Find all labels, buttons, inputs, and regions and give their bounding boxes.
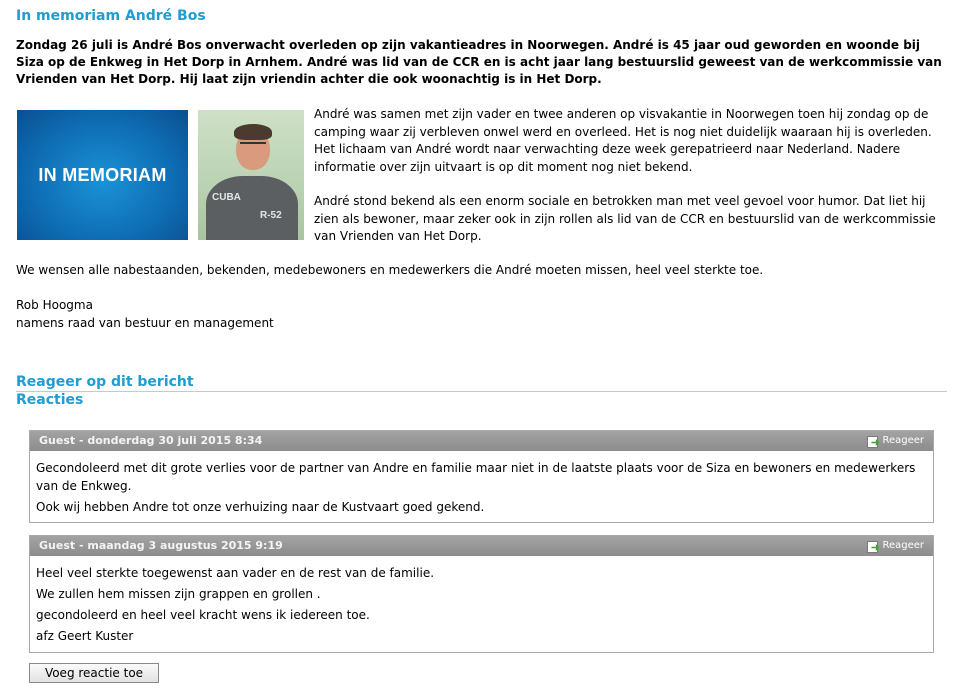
comment-line: gecondoleerd en heel veel kracht wens ik iedereen toe. xyxy=(36,608,370,622)
banner-text: IN MEMORIAM xyxy=(38,164,167,185)
comment-line: afz Geert Kuster xyxy=(36,629,134,643)
reply-label: Reageer xyxy=(882,540,924,551)
comment-body xyxy=(30,451,933,516)
comment-header xyxy=(30,536,933,556)
condolence-wishes: We wensen alle nabestaanden, bekenden, medebewoners en medewerkers die André moeten missen, heel veel sterkte toe. xyxy=(16,263,764,277)
reply-icon xyxy=(866,540,879,552)
article-lead: Zondag 26 juli is André Bos onverwacht overleden op zijn vakantieadres in Noorwegen. André is 45 jaar oud geworden en woonde bij Siza op de Enkweg in Het Dorp in Arnhem. André was lid van de CCR en is acht jaar lang bestuurslid geweest van de werkcommissie van Vrienden van Het Dorp. Hij laat zijn vriendin achter die ook woonachtig is in Het Dorp. xyxy=(16,38,942,86)
reactions-heading: Reacties xyxy=(16,392,84,408)
signature-role: namens raad van bestuur en management xyxy=(16,315,274,330)
comment xyxy=(29,430,934,523)
article-paragraph: André stond bekend als een enorm sociale en betrokken man met veel gevoel voor humor. Dat liet hij zien als bewoner, maar zeker ook in zijn rollen als lid van de CCR en bestuurslid van de werkcommissie van Vrienden van Het Dorp. xyxy=(314,194,936,243)
respond-link[interactable]: Reageer op dit bericht xyxy=(16,374,194,390)
reply-button[interactable] xyxy=(866,431,924,451)
comment-body xyxy=(30,556,933,645)
signature xyxy=(16,297,274,332)
comment-meta: Guest - maandag 3 augustus 2015 9:19 xyxy=(39,539,283,552)
article-paragraph: André was samen met zijn vader en twee anderen op visvakantie in Noorwegen toen hij zondag op de camping waar zij verbleven onwel werd en overleed. Het is nog niet duidelijk waaraan hij is overleden. Het lichaam van André wordt naar verwachting deze week gerepatrieerd naar Nederland. Nadere informatie over zijn uitvaart is op dit moment nog niet bekend. xyxy=(314,107,932,174)
portrait-photo xyxy=(198,110,304,240)
photo-shirt xyxy=(206,176,298,240)
comment xyxy=(29,535,934,653)
article-body xyxy=(314,106,944,263)
comment-line: Gecondoleerd met dit grote verlies voor de partner van Andre en familie maar niet in de laatste plaats voor de Siza en bewoners en medewerkers van de Enkweg. xyxy=(36,461,916,493)
photo-hair xyxy=(234,124,272,140)
shirt-print-number: R-52 xyxy=(260,210,282,221)
reply-icon xyxy=(866,435,879,447)
article-title: In memoriam André Bos xyxy=(16,8,206,24)
comment-header xyxy=(30,431,933,451)
shirt-print-cuba: CUBA xyxy=(212,192,241,203)
divider xyxy=(16,391,947,392)
in-memoriam-banner xyxy=(17,110,188,240)
reply-label: Reageer xyxy=(882,435,924,446)
comment-line: We zullen hem missen zijn grappen en grollen . xyxy=(36,587,321,601)
signature-name: Rob Hoogma xyxy=(16,298,93,312)
comment-line: Ook wij hebben Andre tot onze verhuizing naar de Kustvaart goed gekend. xyxy=(36,500,485,514)
add-reaction-button[interactable]: Voeg reactie toe xyxy=(29,663,159,683)
reply-button[interactable] xyxy=(866,536,924,556)
comment-meta: Guest - donderdag 30 juli 2015 8:34 xyxy=(39,434,263,447)
photo-glasses xyxy=(240,142,266,150)
comment-line: Heel veel sterkte toegewenst aan vader en de rest van de familie. xyxy=(36,566,435,580)
